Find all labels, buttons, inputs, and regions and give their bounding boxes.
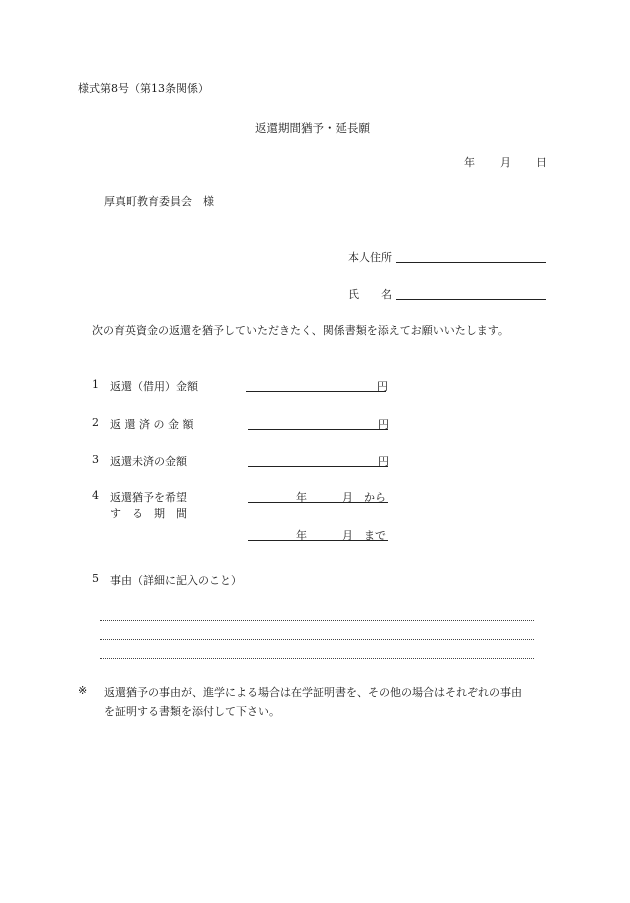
item3-amount-field[interactable] [248, 452, 388, 467]
item5-label: 事由（詳細に記入のこと） [110, 574, 242, 587]
period-to-suffix: まで [364, 529, 386, 542]
item4-label-line2: す る 期 間 [110, 507, 187, 520]
form-number-label: 様式第8号（第13条関係） [78, 82, 209, 95]
date-month-label: 月 [500, 156, 511, 169]
item2-unit: 円 [378, 418, 389, 431]
period-to-month: 月 [342, 529, 353, 542]
reason-line-1[interactable] [100, 620, 534, 621]
item2-label: 返 還 済 の 金 額 [110, 418, 194, 431]
period-from-suffix: から [364, 491, 386, 504]
item1-label: 返還（借用）金額 [110, 380, 198, 393]
period-to-year: 年 [296, 529, 307, 542]
name-field[interactable] [396, 284, 546, 300]
period-from-month: 月 [342, 491, 353, 504]
intro-text: 次の育英資金の返還を猶予していただきたく、関係書類を添えてお願いいたします。 [92, 324, 509, 337]
item2-number: 2 [92, 416, 99, 429]
item3-label: 返還未済の金額 [110, 455, 187, 468]
note-line1: 返還猶予の事由が、進学による場合は在学証明書を、その他の場合はそれぞれの事由 [104, 686, 522, 699]
addressee: 厚真町教育委員会 様 [104, 195, 214, 208]
name-label: 氏 名 [348, 288, 392, 301]
item3-unit: 円 [378, 455, 389, 468]
address-field[interactable] [396, 247, 546, 263]
date-day-label: 日 [536, 156, 547, 169]
item1-number: 1 [92, 378, 99, 391]
item1-amount-field[interactable] [246, 377, 386, 392]
address-label: 本人住所 [348, 251, 392, 264]
item3-number: 3 [92, 453, 99, 466]
item5-number: 5 [92, 572, 99, 585]
period-from-year: 年 [296, 491, 307, 504]
reason-line-3[interactable] [100, 658, 534, 659]
date-year-label: 年 [464, 156, 475, 169]
note-line2: を証明する書類を添付して下さい。 [104, 705, 280, 718]
note-mark: ※ [78, 684, 88, 697]
document-title: 返還期間猶予・延長願 [255, 121, 370, 135]
item4-number: 4 [92, 489, 99, 502]
item4-label-line1: 返還猶予を希望 [110, 491, 187, 504]
reason-line-2[interactable] [100, 639, 534, 640]
item2-amount-field[interactable] [248, 415, 388, 430]
item1-unit: 円 [377, 380, 388, 393]
